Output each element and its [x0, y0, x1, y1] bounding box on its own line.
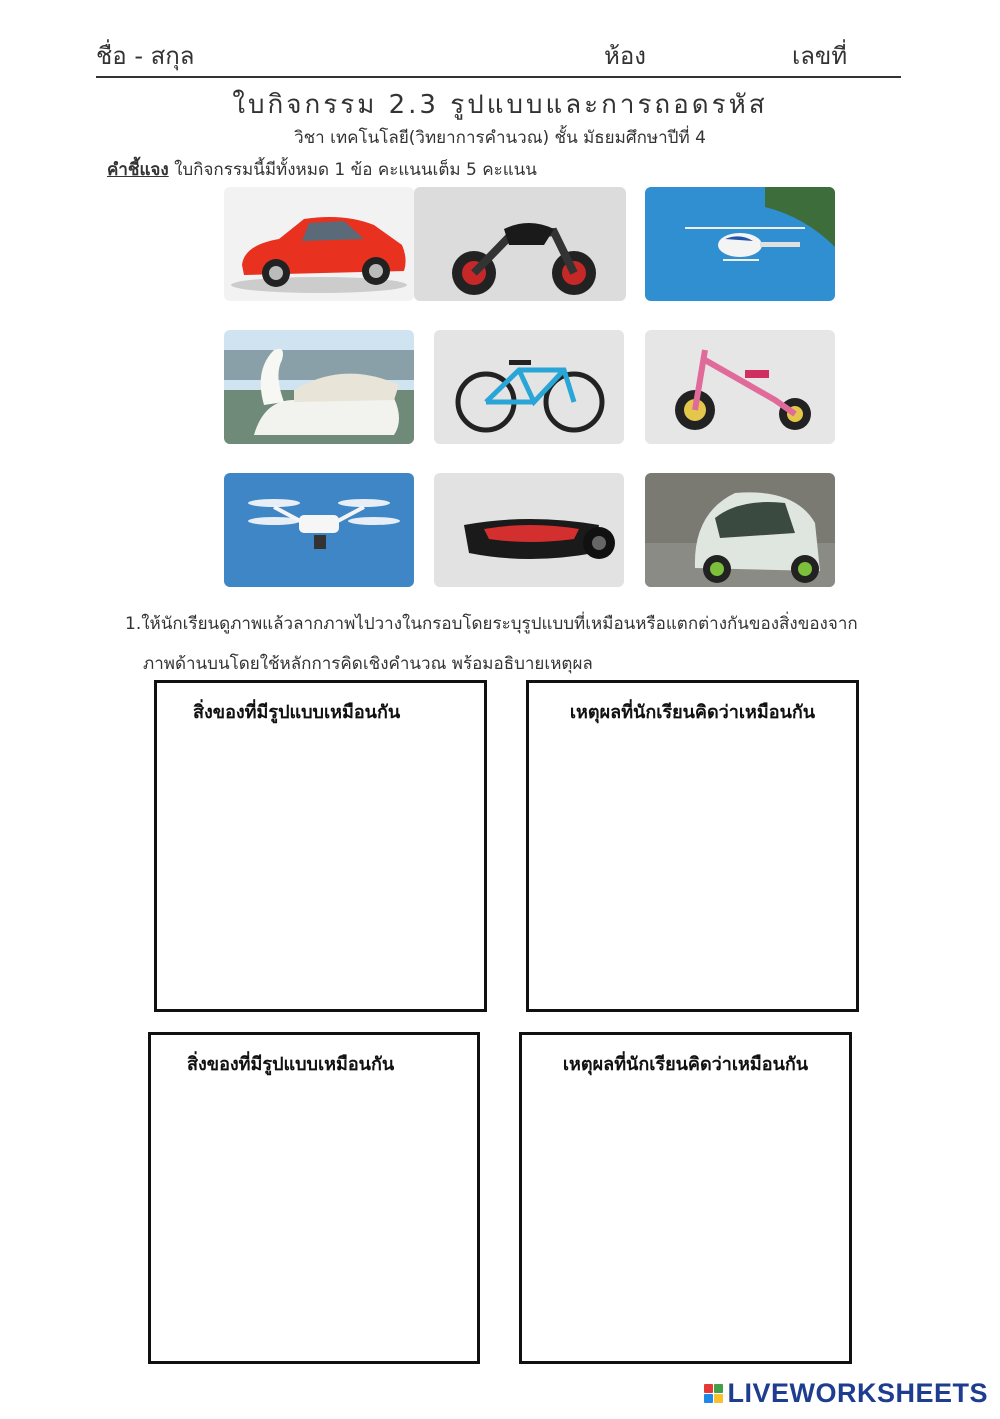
- drop-box-same-items-2[interactable]: [148, 1032, 480, 1364]
- brand-watermark: [704, 1378, 988, 1409]
- instruction-text: ใบกิจกรรมนี้มีทั้งหมด 1 ข้อ คะแนนเต็ม 5 คะแนน: [168, 160, 537, 180]
- instruction: [107, 156, 537, 183]
- number-label: เลขที่: [792, 42, 848, 70]
- drop-box-reason-1[interactable]: [526, 680, 859, 1012]
- swan-boat-photo[interactable]: [224, 330, 414, 444]
- header-divider: [96, 76, 901, 78]
- electric-car-photo[interactable]: [645, 473, 835, 587]
- drop-box-reason-2[interactable]: [519, 1032, 852, 1364]
- car-photo[interactable]: [224, 187, 414, 301]
- worksheet-subtitle: วิชา เทคโนโลยี(วิทยาการคำนวณ) ชั้น มัธยมศึกษาปีที่ 4: [294, 128, 706, 148]
- bicycle-photo[interactable]: [434, 330, 624, 444]
- box-title-same-items-1: สิ่งของที่มีรูปแบบเหมือนกัน: [193, 702, 401, 723]
- box-title-reason-2: เหตุผลที่นักเรียนคิดว่าเหมือนกัน: [562, 1054, 809, 1075]
- room-label: ห้อง: [604, 42, 646, 70]
- name-label: ชื่อ - สกุล: [96, 42, 195, 70]
- motorcycle-photo[interactable]: [414, 187, 626, 301]
- tricycle-photo[interactable]: [645, 330, 835, 444]
- brand-name: LIVEWORKSHEETS: [727, 1378, 988, 1408]
- worksheet-title: ใบกิจกรรม 2.3 รูปแบบและการถอดรหัส: [232, 90, 768, 120]
- drone-photo[interactable]: [224, 473, 414, 587]
- question-line-2: ภาพด้านบนโดยใช้หลักการคิดเชิงคำนวณ พร้อมอธิบายเหตุผล: [143, 654, 593, 674]
- box-title-same-items-2: สิ่งของที่มีรูปแบบเหมือนกัน: [187, 1054, 395, 1075]
- helicopter-photo[interactable]: [645, 187, 835, 301]
- drop-box-same-items-1[interactable]: [154, 680, 487, 1012]
- instruction-label: คำชี้แจง: [107, 160, 169, 180]
- box-title-reason-1: เหตุผลที่นักเรียนคิดว่าเหมือนกัน: [569, 702, 816, 723]
- question-line-1: 1.ให้นักเรียนดูภาพแล้วลากภาพไปวางในกรอบโดยระบุรูปแบบที่เหมือนหรือแตกต่างกันของสิ่งของจาก: [125, 614, 858, 634]
- hoverboard-photo[interactable]: [434, 473, 624, 587]
- liveworksheets-logo-icon: [704, 1384, 723, 1403]
